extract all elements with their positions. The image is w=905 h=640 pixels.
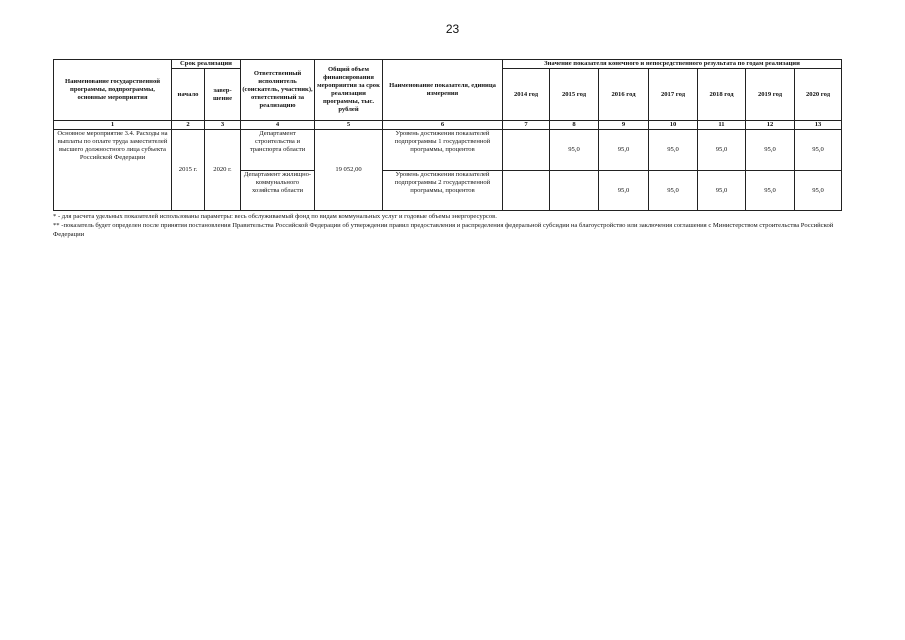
column-number: 3 (205, 121, 241, 130)
header-year: 2017 год (649, 69, 698, 121)
column-number: 4 (241, 121, 315, 130)
footnotes (53, 212, 853, 239)
value-cell: 95,0 (746, 130, 795, 171)
indicator-name: Уровень достижения показателей подпрограммы 1 государственной программы, процентов (383, 130, 503, 171)
column-numbers-row (54, 121, 842, 130)
value-cell: 95,0 (698, 171, 746, 211)
value-cell: 95,0 (550, 130, 599, 171)
value-cell: 95,0 (649, 130, 698, 171)
header-executor: Ответственный исполнитель (соискатель, участник), ответственный за реализацию (241, 60, 315, 121)
value-cell: 95,0 (649, 171, 698, 211)
header-values-group: Значение показателя конечного и непосредственного результата по годам реализации (503, 60, 842, 69)
column-number: 5 (315, 121, 383, 130)
column-number: 11 (698, 121, 746, 130)
value-cell: 95,0 (795, 130, 842, 171)
value-cell: 95,0 (599, 130, 649, 171)
executor: Департамент строительства и транспорта области (241, 130, 315, 171)
header-term: Срок реализации (172, 60, 241, 69)
table-row (54, 130, 842, 171)
header-year: 2019 год (746, 69, 795, 121)
header-end: завер-шение (205, 69, 241, 121)
header-start: начало (172, 69, 205, 121)
end-year: 2020 г. (205, 130, 241, 211)
value-cell: 95,0 (746, 171, 795, 211)
program-table (53, 59, 842, 211)
page-number: 23 (445, 22, 460, 36)
column-number: 7 (503, 121, 550, 130)
executor: Департамент жилищно-коммунального хозяйства области (241, 171, 315, 211)
value-cell (503, 171, 550, 211)
header-year: 2016 год (599, 69, 649, 121)
header-year: 2020 год (795, 69, 842, 121)
header-program-name: Наименование государственной программы, подпрограммы, основные мероприятия (54, 60, 172, 121)
indicator-name: Уровень достижения показателей подпрограммы 2 государственной программы, процентов (383, 171, 503, 211)
column-number: 12 (746, 121, 795, 130)
header-year: 2018 год (698, 69, 746, 121)
header-year: 2015 год (550, 69, 599, 121)
column-number: 1 (54, 121, 172, 130)
column-number: 8 (550, 121, 599, 130)
column-number: 13 (795, 121, 842, 130)
header-funding: Общий объем финансирования мероприятия за срок реализации программы, тыс. рублей (315, 60, 383, 121)
column-number: 10 (649, 121, 698, 130)
column-number: 6 (383, 121, 503, 130)
value-cell: 95,0 (698, 130, 746, 171)
column-number: 9 (599, 121, 649, 130)
start-year: 2015 г. (172, 130, 205, 211)
value-cell (550, 171, 599, 211)
column-number: 2 (172, 121, 205, 130)
value-cell (503, 130, 550, 171)
header-year: 2014 год (503, 69, 550, 121)
funding-total: 19 052,00 (315, 130, 383, 211)
footnote: * - для расчета удельных показателей использованы параметры: весь обслуживаемый фонд по видам коммунальных услуг и годовые объемы энергоресурсов. (53, 213, 497, 220)
value-cell: 95,0 (599, 171, 649, 211)
header-indicator: Наименование показателя, единица измерения (383, 60, 503, 121)
measure-name: Основное мероприятие 3.4. Расходы на выплаты по оплате труда заместителей высшего должностного лица субъекта Российской Федерации (54, 130, 172, 211)
value-cell: 95,0 (795, 171, 842, 211)
footnote: ** -показатель будет определен после принятия постановления Правительства Российской Федерации об утверждении правил предоставления и распределения федеральной субсидии на благоустройство или заключения соглашения с Министерством строительства Российской Федерации (53, 222, 834, 238)
